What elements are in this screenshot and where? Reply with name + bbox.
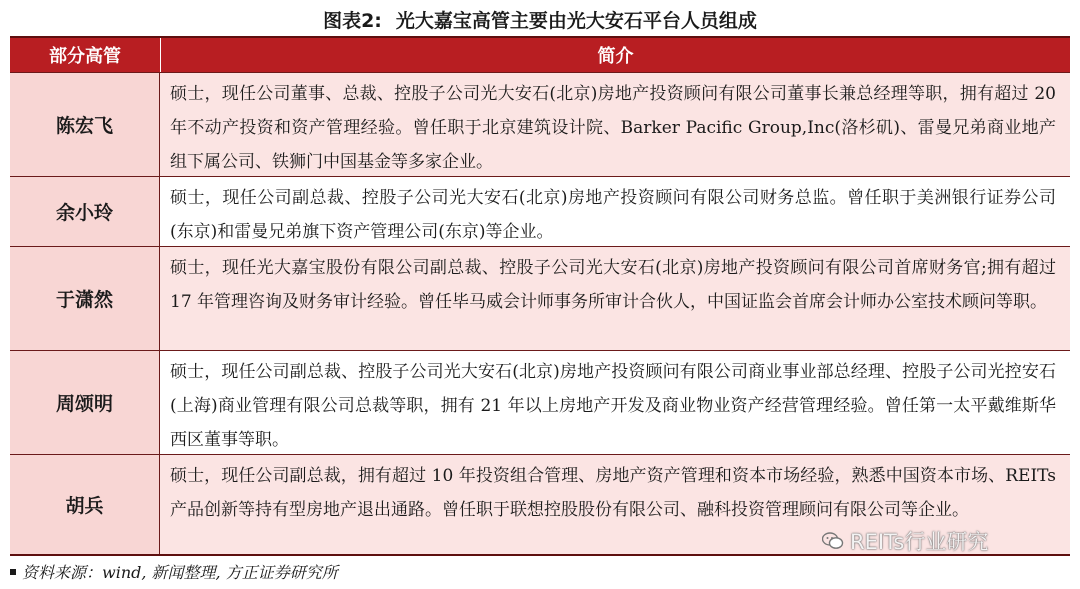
- executive-name: 余小玲: [10, 177, 160, 246]
- executive-name: 陈宏飞: [10, 73, 160, 176]
- executives-table: [10, 36, 1070, 556]
- header-profile: 简介: [597, 46, 634, 67]
- table-row: [10, 176, 1070, 246]
- executive-name: 胡兵: [10, 455, 160, 554]
- executive-name: 于潇然: [10, 247, 160, 350]
- header-executives: 部分高管: [10, 38, 161, 72]
- executive-profile: 硕士，现任公司董事、总裁、控股子公司光大安石(北京)房地产投资顾问有限公司董事长兼总经理等职，拥有超过 20 年不动产投资和资产管理经验。曾任职于北京建筑设计院、Barker Pacific Group,Inc(洛杉矶)、雷曼兄弟商业地产组下属公司、铁狮门中国基金等多家企业。: [160, 73, 1070, 176]
- wechat-icon: [822, 532, 844, 550]
- figure-title: [0, 6, 1080, 32]
- source-note: [10, 560, 338, 583]
- figure-caption: 光大嘉宝高管主要由光大安石平台人员组成: [395, 9, 757, 32]
- table-header: [10, 38, 1070, 72]
- executive-name: 周颂明: [10, 351, 160, 454]
- figure-label: 图表2:: [323, 9, 382, 32]
- executive-profile: 硕士，现任公司副总裁，拥有超过 10 年投资组合管理、房地产资产管理和资本市场经验，熟悉中国资本市场、REITs 产品创新等持有型房地产退出通路。曾任职于联想控股股份有限公司、融科投资管理顾问有限公司等企业。: [160, 455, 1070, 554]
- table-row: [10, 72, 1070, 176]
- executive-profile: 硕士，现任光大嘉宝股份有限公司副总裁、控股子公司光大安石(北京)房地产投资顾问有限公司首席财务官;拥有超过 17 年管理咨询及财务审计经验。曾任毕马威会计师事务所审计合伙人，中国证监会首席会计师办公室技术顾问等职。: [160, 247, 1070, 350]
- watermark-text: REITs行业研究: [850, 530, 989, 554]
- source-text: 资料来源：wind, 新闻整理, 方正证券研究所: [22, 563, 338, 582]
- square-bullet-icon: [10, 569, 16, 575]
- executive-profile: 硕士，现任公司副总裁、控股子公司光大安石(北京)房地产投资顾问有限公司商业事业部总经理、控股子公司光控安石(上海)商业管理有限公司总裁等职，拥有 21 年以上房地产开发及商业物业资产经营管理经验。曾任第一太平戴维斯华西区董事等职。: [160, 351, 1070, 454]
- executive-profile: 硕士，现任公司副总裁、控股子公司光大安石(北京)房地产投资顾问有限公司财务总监。曾任职于美洲银行证券公司(东京)和雷曼兄弟旗下资产管理公司(东京)等企业。: [160, 177, 1070, 246]
- table-row: [10, 246, 1070, 350]
- watermark: [822, 526, 988, 556]
- table-row: [10, 350, 1070, 454]
